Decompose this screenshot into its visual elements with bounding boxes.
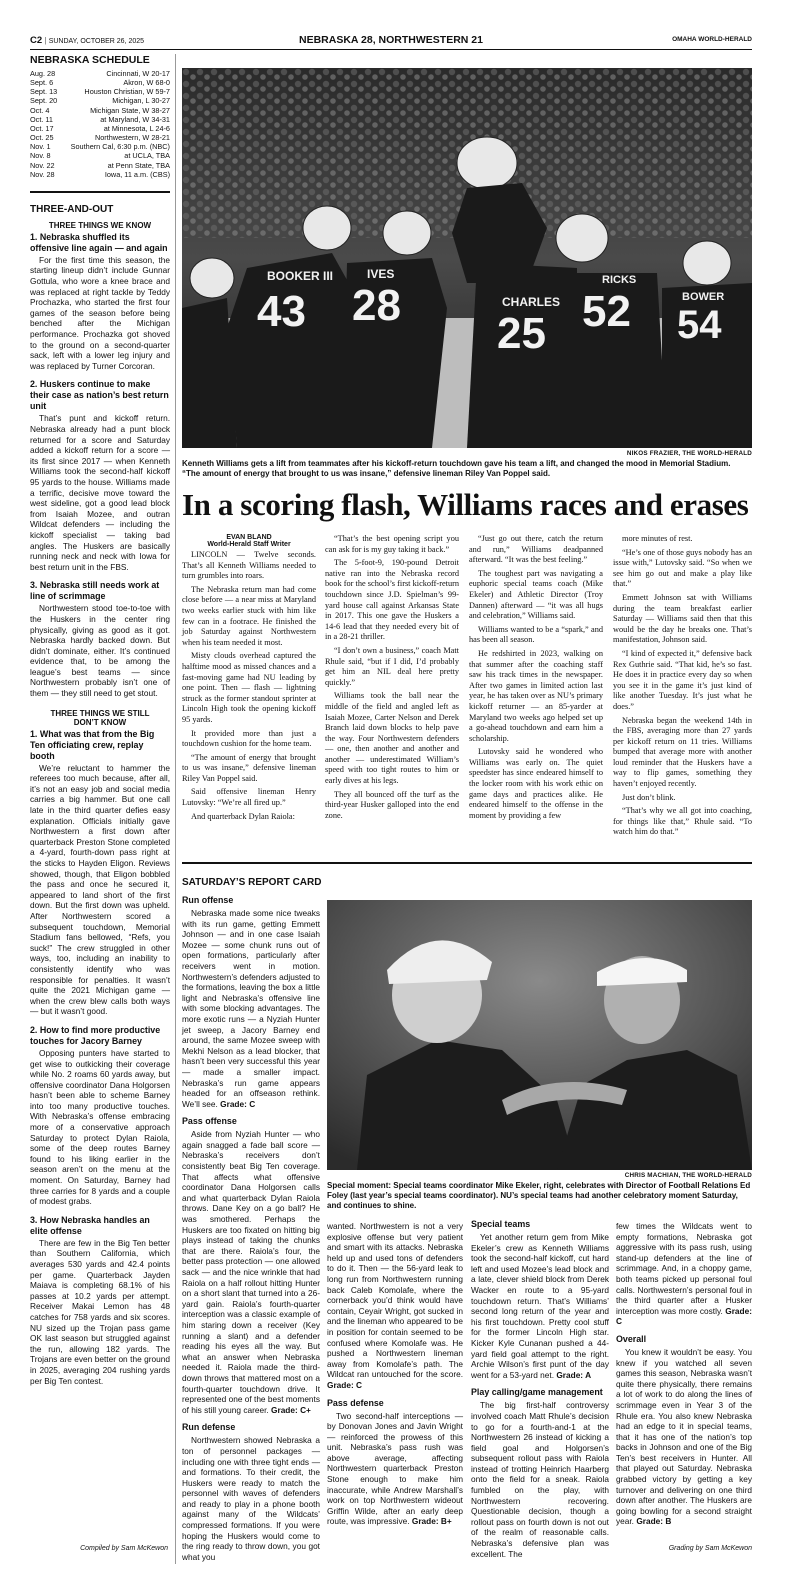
- special-teams-grade: Grade: A: [556, 1369, 592, 1380]
- grading-by: Grading by Sam McKewon: [668, 1545, 752, 1552]
- story-paragraph: Misty clouds overhead captured the halftime mood as missed chances and a fast-moving game had NU leading by one point. Then — flash — lightning struck as the former standout sprinter at Lincoln High took the opening kickoff 95 yards.: [182, 651, 316, 724]
- section-rule: [182, 862, 752, 864]
- pass-defense-heading: Pass defense: [327, 1397, 384, 1408]
- schedule-row: [30, 142, 170, 151]
- run-offense-heading: Run offense: [182, 895, 234, 905]
- story-paragraph: “That’s the best opening script you can ask for is my guy taking it back.”: [325, 534, 459, 554]
- schedule-row: [30, 161, 170, 170]
- play-calling-grade: Grade: C: [616, 1305, 752, 1327]
- report-card-title: SATURDAY’S REPORT CARD: [182, 877, 322, 888]
- report-card-col1: [182, 893, 320, 1565]
- schedule-result: Iowa, 11 a.m. (CBS): [104, 169, 170, 179]
- schedule-row: [30, 78, 170, 87]
- jersey-number-54: 54: [677, 303, 722, 347]
- jersey-number-52: 52: [582, 287, 631, 336]
- jersey-number-25: 25: [497, 309, 546, 358]
- item-heading: 3. How Nebraska handles an elite offense: [30, 1214, 150, 1236]
- story-paragraph: Williams took the ball near the middle of the field and angled left as Isaiah Mozee, Carter Nelson and Derek Branch laid down blocks to help pave the way. Four Northwestern defenders — one, then another and another and another — underestimated William’s speed with too tight routes to him or early dives at his legs.: [325, 691, 459, 786]
- story-text-col2: [325, 534, 459, 824]
- report-card-col2: [327, 1221, 463, 1530]
- run-defense-grade: Grade: C: [327, 1379, 363, 1390]
- special-teams-heading: Special teams: [471, 1219, 531, 1229]
- story-text-col4: [613, 534, 752, 841]
- page-header: C2 | SUNDAY, OCTOBER 26, 2025 NEBRASKA 28, NORTHWESTERN 21 OMAHA WORLD-HERALD: [30, 34, 752, 46]
- jersey-name-ives: IVES: [367, 267, 395, 281]
- schedule-row: [30, 87, 170, 96]
- story-paragraph: They all bounced off the turf as the third-year Husker galloped into the end zone.: [325, 789, 459, 820]
- schedule-row: [30, 69, 170, 78]
- story-paragraph: The 5-foot-9, 190-pound Detroit native ran into the Nebraska record book for the school’s first kickoff-return touchdown since J.D. Spielman’s 99-yard house call against Arkansas State in 2017. This one gave the Huskers a 14-6 lead that they needed every bit of in a 28-21 thriller.: [325, 558, 459, 642]
- story-paragraph: “I kind of expected it,” defensive back Rex Guthrie said. “That kid, he’s so fast. He does it in practice every day so when you see it in the game it’s just kind of like another Tuesday. It’s just what he does.”: [613, 648, 752, 711]
- schedule-result: Michigan State, W 38-27: [90, 105, 170, 115]
- story-column-1: [182, 534, 316, 825]
- jersey-name-ricks: RICKS: [602, 274, 637, 286]
- story-paragraph: LINCOLN — Twelve seconds. That’s all Kenneth Williams needed to turn grumbles into roars.: [182, 550, 316, 581]
- item-heading: 1. What was that from the Big Ten officiating crew, replay booth: [30, 728, 155, 761]
- schedule-row: [30, 151, 170, 160]
- story-paragraph: Said offensive lineman Henry Lutovsky: “We’re all fired up.”: [182, 787, 316, 808]
- story-paragraph: Nebraska began the weekend 14th in the FBS, averaging more than 27 yards per kickoff return on 11 tries. Williams bumped that average more with another loud reminder that the Huskers have a way to flip games, something they haven’t enjoyed recently.: [613, 715, 752, 789]
- schedule-row: [30, 115, 170, 124]
- play-calling-heading: Play calling/game management: [471, 1387, 603, 1398]
- bottom-photo-credit: CHRIS MACHIAN, THE WORLD-HERALD: [624, 1172, 752, 1179]
- report-card-col4: [616, 1221, 752, 1530]
- schedule-date: Oct. 4: [30, 105, 50, 115]
- item-heading: 1. Nebraska shuffled its offensive line again — and again: [30, 231, 168, 253]
- jersey-number-43: 43: [257, 287, 306, 336]
- story-paragraph: The Nebraska return man had come close before — a near miss at Maryland two weeks earlier stuck with him like few can in a footrace. He finished the job Saturday against Northwestern when his team needed it most.: [182, 584, 316, 647]
- dont-know-list: [30, 729, 170, 1386]
- schedule-result: Northwestern, W 28-21: [94, 133, 170, 143]
- schedule-result: Cincinnati, W 20-17: [106, 69, 170, 78]
- item-body: Northwestern stood toe-to-toe with the Huskers in the center ring physically, giving as good as it got. Nebraska hardly backed down. But didn’t dominate, either. It’s continued evidence that, to be among the league’s best teams — since Northwestern probably isn’t one of them — they still need to get stout.: [30, 603, 170, 699]
- pass-defense-grade: Grade: B+: [411, 1516, 452, 1527]
- story-paragraph: The toughest part was navigating a euphoric special teams coach (Mike Ekeler) and Athletic Director (Troy Dannen) afterward — “it was all hugs and celebration,” Williams said.: [469, 568, 603, 621]
- item-heading: 2. Huskers continue to make their case as nation’s best return unit: [30, 379, 169, 412]
- schedule-result: at Penn State, TBA: [107, 160, 170, 170]
- pass-defense-text: Two second-half interceptions — by Donovan Jones and Javin Wright — reinforced the prowess of this unit. Nebraska’s pass rush was above average, affecting Northwestern quarterback Preston Stone enough to make him inaccurate, while Andrew Marshall’s work on top Northwestern wideout Griffin Wilde, after an early deep route, was impressive.: [327, 1410, 463, 1527]
- byline: EVAN BLAND: [226, 534, 272, 541]
- run-defense-heading: Run defense: [182, 1422, 236, 1433]
- schedule-date: Sept. 6: [30, 78, 54, 88]
- schedule-date: Oct. 11: [30, 114, 53, 124]
- report-card-col3: [471, 1219, 609, 1562]
- compiled-by: Compiled by Sam McKewon: [80, 1545, 168, 1552]
- page-section-title: NEBRASKA 28, NORTHWESTERN 21: [299, 34, 483, 46]
- run-defense-text: Northwestern showed Nebraska a ton of personnel packages — including one with three tight ends — and formations. To their credit, the Huskers were ready to match the personnel with waves of defenders and ready to play in a phone booth against many of the Wildcats’ compressed formations. If you were hoping the Huskers would come to the ring ready to throw down, you got what you: [182, 1435, 320, 1562]
- story-headline: In a scoring flash, Williams races and erases: [182, 487, 749, 522]
- story-paragraph: “Just go out there, catch the return and run,” Williams deadpanned afterward. “It was the best feeling.”: [469, 534, 603, 565]
- schedule-divider: [30, 191, 170, 193]
- schedule-result: at Minnesota, L 24-6: [103, 123, 170, 133]
- schedule-result: Akron, W 68-0: [123, 78, 170, 88]
- bottom-photo-caption: Special moment: Special teams coordinator Mike Ekeler, right, celebrates with Director of Football Relations Ed Foley (last year’s special teams coordinator). NU’s special teams had another celebratory moment Saturday, and continues to shine.: [327, 1181, 751, 1210]
- page-date: SUNDAY, OCTOBER 26, 2025: [48, 38, 145, 45]
- celebration-photo: [182, 68, 752, 448]
- schedule-title: NEBRASKA SCHEDULE: [30, 54, 150, 66]
- column-divider: [175, 54, 176, 1564]
- pass-offense-grade: Grade: C+: [271, 1404, 311, 1415]
- schedule-date: Nov. 1: [30, 142, 51, 152]
- play-calling-text: The big first-half controversy involved coach Matt Rhule’s decision to go for a fourth-and-1 at the Northwestern 26 instead of kicking a field goal and Holgorsen’s subsequent rollout pass with Raiola instead of trotting Heinrich Haarberg onto the field for a sneak. Raiola fumbled on the play, with Northwestern recovering. Questionable decision, though a rollout pass on fourth down is not out of the realm of reasonable calls. Nebraska’s defensive plan was excellent. The: [471, 1400, 609, 1559]
- story-text-col1: [182, 550, 316, 822]
- item-body: There are few in the Big Ten better than Southern California, which averages 530 yards and 42.4 points per game. Quarterback Jayden Maiava is completing 68.1% of his passes at 10.2 yards per attempt. Receiver Makai Lemon has 48 catches for 758 yards and six scores. NU sized up the Trojan pass game OK last season but struggled against the run, allowing 182 yards. The Trojans are even better on the ground in 2025, averaging 204 rushing yards per Big Ten contest.: [30, 1237, 170, 1386]
- schedule-row: [30, 170, 170, 179]
- schedule-result: Michigan, L 30-27: [112, 96, 170, 106]
- schedule-date: Nov. 28: [30, 169, 55, 179]
- story-text-col3: [469, 534, 603, 824]
- top-photo-credit: NIKOS FRAZIER, THE WORLD-HERALD: [626, 450, 752, 457]
- three-and-out-title: THREE-AND-OUT: [30, 203, 114, 215]
- jersey-number-28: 28: [352, 281, 401, 330]
- story-paragraph: Emmett Johnson sat with Williams during the team breakfast earlier Saturday — Williams said then that this would be the day he breaks one. That’s manifestation, Johnson said.: [613, 592, 752, 645]
- schedule-date: Aug. 28: [30, 69, 56, 78]
- overall-heading: Overall: [616, 1333, 647, 1344]
- schedule-row: [30, 133, 170, 142]
- story-paragraph: “He’s one of those guys nobody has an issue with,” Lutovsky said. “So when we see him go out and make a play like that.”: [613, 547, 752, 589]
- schedule-date: Oct. 17: [30, 123, 54, 133]
- overall-text: You knew it wouldn’t be easy. You knew if you watched all seven games this season, Nebraska wasn’t quite there physically, there remains a lot of work to do along the lines of scrimmage even in Year 3 of the Rhule era. You also knew Nebraska had an edge to it in special teams, that it has one of the nation’s top backs in Johnson and one of the Big Ten’s best receivers in Hunter. All that played out Saturday. Nebraska grabbed victory by getting a key turnover and delivering on one third down after another. The Huskers are going bowling for a second straight year.: [616, 1346, 752, 1527]
- item-heading: 3. Nebraska still needs work at line of scrimmage: [30, 580, 160, 602]
- schedule-date: Sept. 20: [30, 96, 58, 106]
- story-paragraph: It provided more than just a touchdown cushion for the home team.: [182, 728, 316, 749]
- story-paragraph: And quarterback Dylan Raiola:: [191, 811, 295, 821]
- header-rule: [30, 49, 752, 50]
- top-photo: [182, 68, 752, 448]
- know-list: [30, 232, 170, 699]
- pass-offense-text: Aside from Nyziah Hunter — who again snagged a fade ball score — Nebraska’s receivers don’t consistently beat Big Ten coverage. That affects what offensive coordinator Dana Holgorsen calls and what quarterback Dylan Raiola throws. Dane Key on a go ball? He was smothered. Perhaps the Huskers are too fixated on hitting big plays instead of taking the chunks that are there. Raiola’s four, the better pass protection — one allowed sack — and the nice wrinkle that had Raiola on a half rollout hitting Hunter on a short slant that turned into a 26-yard gain. Raiola’s fourth-quarter interception was a classic example of him staring down a receiver (Key running a slant) and a defender reading his eyes all the way. But what an answer when Nebraska needed it. Raiola made the third-down throws that mattered most on a fourth-quarter touchdown drive. It represented one of the best moments of his still young career.: [182, 1129, 320, 1415]
- schedule-row: [30, 106, 170, 115]
- play-calling-continued: few times the Wildcats went to empty formations, Nebraska got aggressive with its pass rush, using stand-up defenders at the line of scrimmage. And, in a choppy game, both teams picked up personal foul calls. Northwestern’s personal foul in the third quarter after a Husker interception was more costly.: [616, 1221, 752, 1316]
- story-paragraph: Lutovsky said he wondered who Williams was early on. The quiet speedster has since endeared himself to the locker room with his work ethic on game days and practices alike. He endeared himself to the offense in the moment by providing a few: [469, 747, 603, 820]
- story-paragraph: “That’s why we all got into coaching, for things like that,” Rhule said. “To watch him do that.”: [613, 806, 752, 837]
- schedule-result: Southern Cal, 6:30 p.m. (NBC): [70, 142, 170, 152]
- left-column: [30, 54, 170, 1386]
- schedule-date: Nov. 22: [30, 160, 55, 170]
- special-teams-text: Yet another return gem from Mike Ekeler’s crew as Kenneth Williams took the second-half kickoff, cut hard left and used Mozee’s lead block and a late, clever shield block from Derek Wacker en route to a 95-yard touchdown return. That’s Williams’ second long return of the year and his first touchdown. Pretty cool stuff for the former Lincoln High star. Kicker Kyle Cunanan pushed a 44-yard field goal attempt to the right. Archie Wilson’s first punt of the day went for a 53-yard net.: [471, 1232, 609, 1380]
- jersey-name-booker: BOOKER III: [267, 269, 334, 283]
- overall-grade: Grade: B: [636, 1516, 672, 1527]
- item-body: For the first time this season, the starting lineup didn’t include Gunnar Gottula, who wore a knee brace and was replaced at right tackle by Teddy Prochazka, who started the first four games of the season before being benched after the Michigan performance. Prochazka got shoved to the ground on a second-quarter sack, left with a lower leg injury and was replaced by Turner Corcoran.: [30, 254, 170, 371]
- story-paragraph: “The amount of energy that brought to us was insane,” defensive lineman Riley Van Poppel said.: [182, 752, 316, 783]
- schedule-row: [30, 96, 170, 105]
- run-defense-continued: wanted. Northwestern is not a very explosive offense but very patient and smart with its attacks. Nebraska held up and used tons of defenders to do it. Then — the 56-yard leak to long run from Northwestern running back Caleb Komolafe, where the cornerback you’d think would have contain, Ceyair Wright, got sucked in and the lineman who appeared to be in position for contain seemed to be confused where Komolafe was. He pushed a Northwestern lineman away from Komolafe’s path. The Wildcat ran untouched for the score.: [327, 1221, 463, 1380]
- schedule-row: [30, 124, 170, 133]
- item-body: That’s punt and kickoff return. Nebraska already had a punt block returned for a score and Saturday added a kickoff return for a score — its first since 2017 — when Kenneth Williams took the second-half kickoff 95 yards to the house. Williams made a terrific, decisive move toward the west sideline, got a good lead block from Isaiah Mozee, and outran Wildcat defenders — including the kickoff specialist — taking bad angles. The Huskers are basically running neck and neck with Iowa for best return unit in the FBS.: [30, 413, 170, 572]
- dont-know-heading: THREE THINGS WE STILL DON’T KNOW: [50, 708, 150, 727]
- story-paragraph: “I don’t own a business,” coach Matt Rhule said, “but if I did, I’d probably get him an NIL deal here pretty quickly.”: [325, 645, 459, 687]
- schedule-date: Nov. 8: [30, 151, 51, 161]
- schedule-date: Oct. 25: [30, 133, 54, 143]
- schedule-list: [30, 69, 170, 179]
- jersey-name-bower: BOWER: [682, 291, 725, 303]
- pass-offense-heading: Pass offense: [182, 1116, 237, 1127]
- story-paragraph: Williams wanted to be a “spark,” and has been all season.: [469, 624, 603, 645]
- item-heading: 2. How to find more productive touches for Jacory Barney: [30, 1024, 161, 1046]
- byline-role: World-Herald Staff Writer: [207, 541, 291, 548]
- item-body: We’re reluctant to hammer the referees too much because, after all, it’s not an easy job and social media carries a big hammer. But one call late in the third quarter defies easy explanation. Officials initially gave Northwestern a first down after quarterback Preston Stone completed a 4-yard, fourth-down pass right at the sticks to Hayden Eligon. Reviews showed, though, that Eligon bobbled the pass and once he secured it, appeared to land short of the first down. But the first down was upheld. After Northwestern scored a subsequent touchdown, Memorial Stadium fans bellowed, “Refs, you suck!” The crew struggled in other ways, too, including an inability to consistently identify who was responsible for penalties. It wasn’t quite the 2021 Michigan game — when the crew blew calls both ways — but it wasn’t good.: [30, 762, 170, 1017]
- story-paragraph: He redshirted in 2023, walking on that summer after the coaching staff saw his track times in the newspaper. After two games in limited action last year, he has taken over as NU’s primary kickoff returner — an 85-yarder at Maryland two weeks ago helped set up a go-ahead touchdown and earn him a scholarship.: [469, 648, 603, 743]
- schedule-result: Houston Christian, W 59-7: [84, 87, 170, 97]
- item-body: Opposing punters have started to get wise to outkicking their coverage while No. 2 roams 60 yards away, but offensive coordinator Dana Holgorsen hasn’t been able to scheme Barney into too many productive touches. With Nebraska’s offense embracing more of a conservative approach Saturday to protect Dylan Raiola, some of the deep routes Barney found to his liking earlier in the season aren’t on the menu at the moment. On Saturday, Barney had three carries for 8 yards and a couple of modest grabs.: [30, 1047, 170, 1207]
- run-offense-grade: Grade: C: [220, 1098, 256, 1109]
- story-paragraph: more minutes of rest.: [622, 534, 693, 543]
- paper-name: OMAHA WORLD-HERALD: [672, 36, 752, 43]
- know-heading: THREE THINGS WE KNOW: [48, 220, 152, 230]
- run-offense-text: Nebraska made some nice tweaks with its run game, getting Emmett Johnson — and in one case Isaiah Mozee — some chunk runs out of open formations, particularly after receivers went in motion. Northwestern’s defenders adjusted to the formations, leaving the box a little light and Nebraska’s offensive line with some blocking advantages. The more exotic runs — a Nyziah Hunter jet sweep, a Jacory Barney end around, the same Mozee sweep with Mekhi Nelson as a lead blocker, that hasn’t been very successful this year — made a smaller impact. Nebraska’s run game appears headed for an offseason rethink. We’ll see.: [182, 908, 320, 1109]
- schedule-date: Sept. 13: [30, 87, 58, 97]
- bottom-photo: [327, 900, 752, 1170]
- schedule-result: at UCLA, TBA: [124, 151, 170, 161]
- coaches-photo: [327, 900, 752, 1170]
- top-photo-caption: Kenneth Williams gets a lift from teammates after his kickoff-return touchdown gave his team a lift, and changed the mood in Memorial Stadium. “The amount of energy that brought to us was insane,” defensive lineman Riley Van Poppel said.: [182, 459, 731, 478]
- jersey-name-charles: CHARLES: [502, 295, 561, 309]
- story-paragraph: Just don’t blink.: [622, 792, 676, 802]
- page-number: C2: [30, 35, 43, 46]
- schedule-result: at Maryland, W 34-31: [100, 114, 170, 124]
